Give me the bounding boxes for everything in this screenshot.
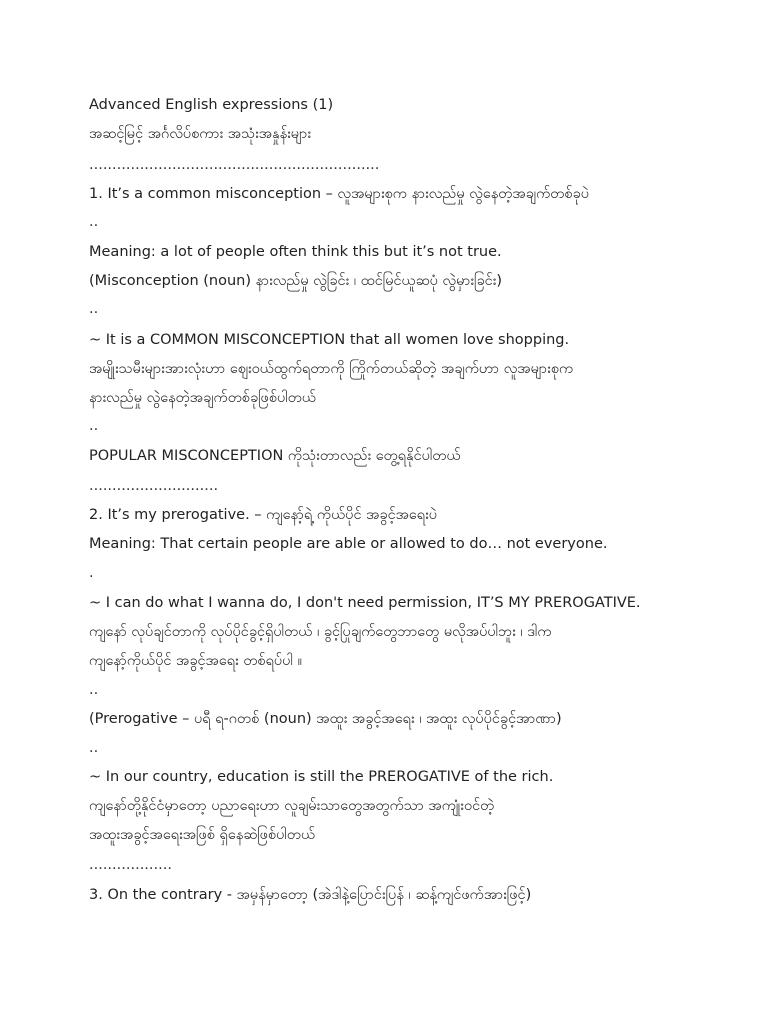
- separator: ..................: [89, 857, 172, 873]
- translation-line: ကျနော်တို့နိုင်ငံမှာတော့ ပညာရေးဟာ လူချမ်းသာတွေအတွက်သာ အကျုံးဝင်တဲ့: [89, 798, 495, 814]
- expression-heading-3: 3. On the contrary - အမှန်မှာတော့ (အဲဒါနဲ့ပြောင်းပြန် ၊ ဆန့်ကျင်ဖက်အားဖြင့်): [89, 887, 532, 903]
- meaning-line: Meaning: a lot of people often think this but it’s not true.: [89, 244, 502, 260]
- example-sentence: ~ In our country, education is still the PREROGATIVE of the rich.: [89, 769, 554, 785]
- translation-line: အမျိုးသမီးများအားလုံးဟာ ဈေးဝယ်ထွက်ရတာကို ကြိုက်တယ်ဆိုတဲ့ အချက်ဟာ လူအများစုက: [89, 361, 574, 377]
- document-subtitle: အဆင့်မြင့် အင်္ဂလိပ်စကား အသုံးအနှုန်းများ: [89, 126, 312, 142]
- separator: ............................: [89, 478, 219, 494]
- definition-line: (Prerogative – ပရီ ရ-ဂတစ် (noun) အထူး အခွင့်အရေး ၊ အထူး လုပ်ပိုင်ခွင့်အာဏာ): [89, 711, 562, 727]
- separator: ...............................................................: [89, 157, 380, 173]
- meaning-line: Meaning: That certain people are able or allowed to do… not everyone.: [89, 536, 608, 552]
- translation-line: နားလည်မှု လွဲနေတဲ့အချက်တစ်ခုဖြစ်ပါတယ်: [89, 390, 316, 406]
- separator: ..: [89, 418, 99, 434]
- example-sentence: ~ It is a COMMON MISCONCEPTION that all women love shopping.: [89, 332, 570, 348]
- translation-line: ကျနော့်ကိုယ်ပိုင် အခွင့်အရေး တစ်ရပ်ပါ ။: [89, 653, 302, 669]
- separator: ..: [89, 682, 99, 698]
- separator: ..: [89, 740, 99, 756]
- expression-heading-1: 1. It’s a common misconception – လူအများစုက နားလည်မှု လွဲနေတဲ့အချက်တစ်ခုပဲ: [89, 186, 589, 202]
- expression-heading-2: 2. It’s my prerogative. – ကျနော့်ရဲ့ ကိုယ်ပိုင် အခွင့်အရေးပဲ: [89, 507, 438, 523]
- definition-line: (Misconception (noun) နားလည်မှု လွဲခြင်း ၊ ထင်မြင်ယူဆပုံ လွဲမှားခြင်း): [89, 273, 502, 289]
- translation-line: ကျနော် လုပ်ချင်တာကို လုပ်ပိုင်ခွင့်ရှိပါတယ် ၊ ခွင့်ပြုချက်တွေဘာတွေ မလိုအပ်ပါဘူး ၊ ဒါက: [89, 624, 552, 640]
- example-sentence: ~ I can do what I wanna do, I don't need permission, IT’S MY PREROGATIVE.: [89, 595, 641, 611]
- separator: ..: [89, 301, 99, 317]
- separator: ..: [89, 214, 99, 230]
- document-title: Advanced English expressions (1): [89, 97, 334, 113]
- translation-line: အထူးအခွင့်အရေးအဖြစ် ရှိနေဆဲဖြစ်ပါတယ်: [89, 827, 316, 843]
- separator: .: [89, 565, 94, 581]
- usage-note: POPULAR MISCONCEPTION ကိုသုံးတာလည်း တွေ့ရနိုင်ပါတယ်: [89, 448, 461, 464]
